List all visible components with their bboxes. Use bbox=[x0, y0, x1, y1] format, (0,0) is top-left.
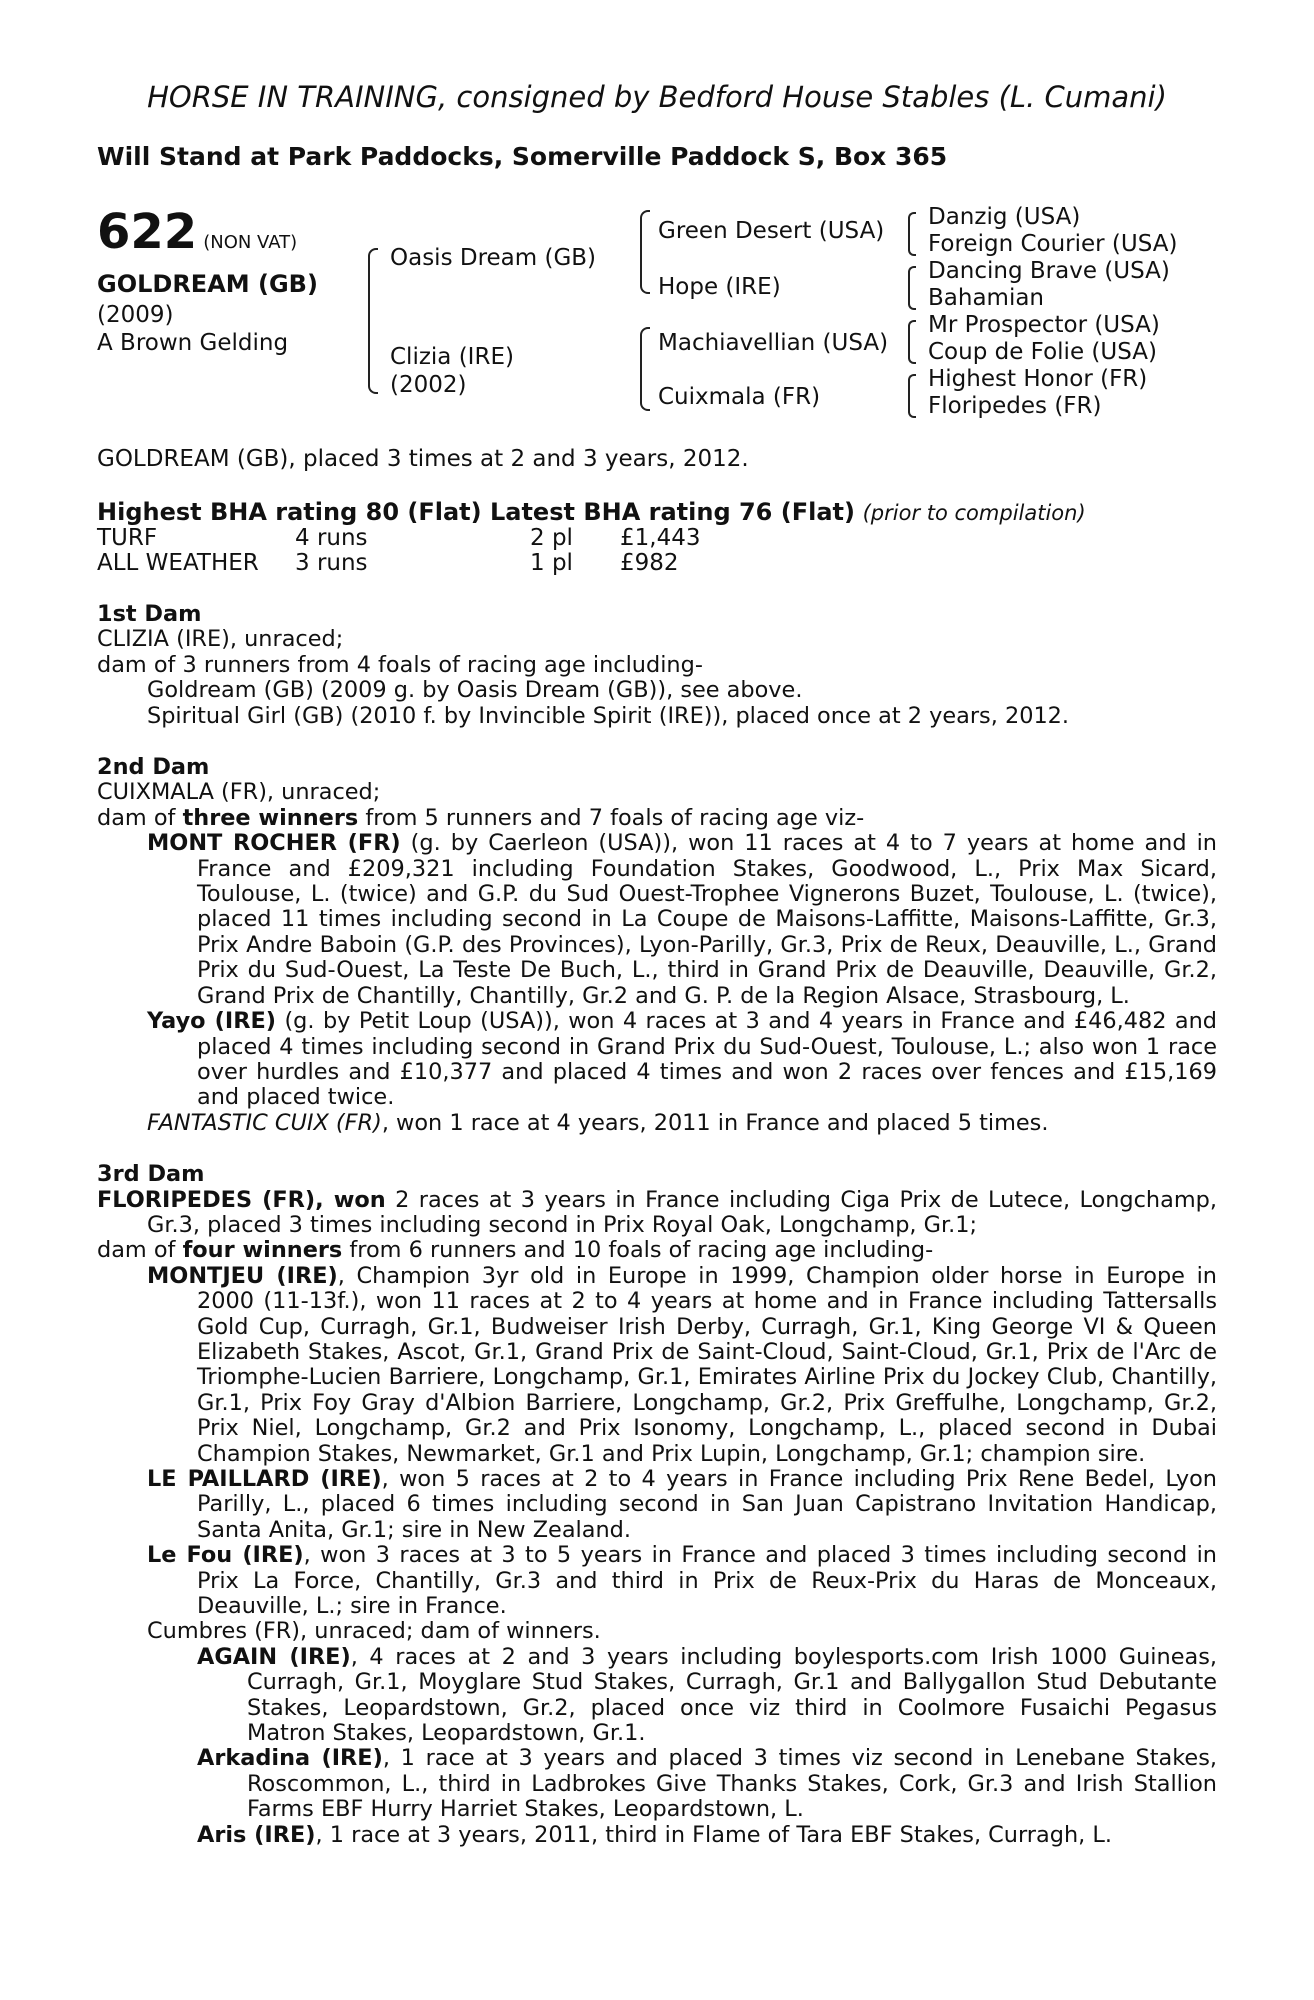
horse-year: (2009) bbox=[97, 302, 174, 328]
dam3-line: dam of four winners from 6 runners and 10 foals of racing age including- bbox=[97, 1237, 934, 1264]
pedigree-dam-sire: Machiavellian (USA) bbox=[658, 330, 889, 356]
pedigree-sss: Danzig (USA) bbox=[928, 204, 1081, 230]
stat-placed: 1 pl bbox=[530, 550, 573, 576]
page-title: HORSE IN TRAINING, consigned by Bedford House Stables (L. Cumani) bbox=[147, 80, 1167, 114]
progeny-entry: FANTASTIC CUIX (FR), won 1 race at 4 years, 2011 in France and placed 5 times. bbox=[147, 1109, 1049, 1136]
horse-description: A Brown Gelding bbox=[97, 330, 289, 356]
pedigree-sire-dam: Hope (IRE) bbox=[658, 274, 781, 300]
pedigree-dam-dam: Cuixmala (FR) bbox=[658, 384, 821, 410]
rating-note: (prior to compilation) bbox=[862, 501, 1086, 525]
pedigree-ssd: Foreign Courier (USA) bbox=[928, 231, 1178, 257]
pedigree-dsd: Coup de Folie (USA) bbox=[928, 339, 1157, 365]
progeny-entry: MONTJEU (IRE), Champion 3yr old in Europe in 1999, Champion older horse in Europe in 2000 (11-13f.), won 11 races at 2 to 4 years at home and in France including Tattersalls Gold Cup, Curragh, Gr.1, Budweiser Irish Derby, Curragh, Gr.1, King George VI & Queen Elizabeth Stakes, Ascot, Gr.1, Grand Prix de Saint-Cloud, Saint-Cloud, Gr.1, Prix de l'Arc de Triomphe-Lucien Barriere, Longchamp, Gr.1, Emirates Airline Prix du Jockey Club, Chantilly, Gr.1, Prix Foy Gray d'Albion Barriere, Longchamp, Gr.2, Prix Greffulhe, Longchamp, Gr.2, Prix Niel, Longchamp, Gr.2 and Prix Isonomy, Longchamp, L., placed second in Dubai Champion Stakes, Newmarket, Gr.1 and Prix Lupin, Longchamp, Gr.1; champion sire. bbox=[147, 1262, 1217, 1467]
pedigree-sds: Dancing Brave (USA) bbox=[928, 258, 1170, 284]
dam1-line: CLIZIA (IRE), unraced; bbox=[97, 626, 344, 653]
progeny-entry: AGAIN (IRE), 4 races at 2 and 3 years including boylesports.com Irish 1000 Guineas, Curragh, Gr.1, Moyglare Stud Stakes, Curragh, Gr.1 and Ballygallon Stud Debutante Stakes, Leopardstown, Gr.2, placed once viz third in Coolmore Fusaichi Pegasus Matron Stakes, Leopardstown, Gr.1. bbox=[197, 1643, 1217, 1747]
progeny-entry: Goldream (GB) (2009 g. by Oasis Dream (GB)), see above. bbox=[147, 677, 803, 704]
progeny-entry: Yayo (IRE) (g. by Petit Loup (USA)), won 4 races at 3 and 4 years in France and £46,482 and placed 4 times including second in Grand Prix du Sud-Ouest, Toulouse, L.; also won 1 race over hurdles and £10,377 and placed 4 times and won 2 races over fences and £15,169 and placed twice. bbox=[147, 1008, 1218, 1111]
pedigree-dam: Clizia (IRE) bbox=[390, 344, 514, 370]
bha-rating bbox=[97, 498, 1086, 526]
stand-location: Will Stand at Park Paddocks, Somerville Paddock S, Box 365 bbox=[97, 142, 948, 171]
dam1-line: dam of 3 runners from 4 foals of racing age including- bbox=[97, 651, 703, 678]
progeny-entry: LE PAILLARD (IRE), won 5 races at 2 to 4 years in France including Prix Rene Bedel, Lyon Parilly, L., placed 6 times including second in San Juan Capistrano Invitation Handicap, Santa Anita, Gr.1; sire in New Zealand. bbox=[147, 1466, 1217, 1543]
pedigree-dam-year: (2002) bbox=[390, 372, 467, 398]
progeny-entry: Aris (IRE), 1 race at 3 years, 2011, third in Flame of Tara EBF Stakes, Curragh, L. bbox=[197, 1821, 1112, 1848]
dam2-line: dam of three winners from 5 runners and 7 foals of racing age viz- bbox=[97, 804, 865, 831]
vat-status: (NON VAT) bbox=[203, 232, 298, 253]
race-summary: GOLDREAM (GB), placed 3 times at 2 and 3 years, 2012. bbox=[97, 446, 749, 472]
pedigree-dds: Highest Honor (FR) bbox=[928, 366, 1148, 392]
stat-runs: 3 runs bbox=[295, 550, 368, 576]
progeny-entry: Le Fou (IRE), won 3 races at 3 to 5 years in France and placed 3 times including second in Prix La Force, Chantilly, Gr.3 and third in Prix de Reux-Prix du Haras de Monceaux, Deauville, L.; sire in France. bbox=[147, 1542, 1217, 1620]
rating-text: Highest BHA rating 80 (Flat) Latest BHA rating 76 (Flat) bbox=[97, 498, 855, 526]
dam-section bbox=[97, 602, 1217, 1848]
stat-prize: £982 bbox=[620, 550, 679, 576]
stat-prize: £1,443 bbox=[620, 525, 701, 551]
pedigree-sire: Oasis Dream (GB) bbox=[390, 245, 597, 271]
lot-number-line bbox=[97, 204, 297, 260]
dam3-line: FLORIPEDES (FR), won 2 races at 3 years in France including Ciga Prix de Lutece, Longchamp, Gr.3, placed 3 times including second in Prix Royal Oak, Longchamp, Gr.1; bbox=[97, 1186, 1217, 1238]
stat-surface: ALL WEATHER bbox=[97, 550, 259, 576]
dam3-heading: 3rd Dam bbox=[97, 1161, 205, 1188]
progeny-entry: MONT ROCHER (FR) (g. by Caerleon (USA)), won 11 races at 4 to 7 years at home and in France and £209,321 including Foundation Stakes, Goodwood, L., Prix Max Sicard, Toulouse, L. (twice) and G.P. du Sud Ouest-Trophee Vignerons Buzet, Toulouse, L. (twice), placed 11 times including second in La Coupe de Maisons-Laffitte, Maisons-Laffitte, Gr.3, Prix Andre Baboin (G.P. des Provinces), Lyon-Parilly, Gr.3, Prix de Reux, Deauville, L., Grand Prix du Sud-Ouest, La Teste De Buch, L., third in Grand Prix de Deauville, Deauville, Gr.2, Grand Prix de Chantilly, Chantilly, Gr.2 and G. P. de la Region Alsace, Strasbourg, L. bbox=[147, 830, 1217, 1009]
progeny-entry: Spiritual Girl (GB) (2010 f. by Invincible Spirit (IRE)), placed once at 2 years, 2012. bbox=[147, 702, 1070, 729]
stat-surface: TURF bbox=[97, 525, 158, 551]
dam2-heading: 2nd Dam bbox=[97, 754, 210, 781]
dam1-heading: 1st Dam bbox=[97, 601, 202, 627]
pedigree-sdd: Bahamian bbox=[928, 285, 1045, 311]
progeny-entry: Arkadina (IRE), 1 race at 3 years and placed 3 times viz second in Lenebane Stakes, Roscommon, L., third in Ladbrokes Give Thanks Stakes, Cork, Gr.3 and Irish Stallion Farms EBF Hurry Harriet Stakes, Leopardstown, L. bbox=[197, 1745, 1217, 1823]
pedigree-dss: Mr Prospector (USA) bbox=[928, 312, 1160, 338]
progeny-entry: Cumbres (FR), unraced; dam of winners. bbox=[147, 1618, 601, 1645]
dam2-line: CUIXMALA (FR), unraced; bbox=[97, 779, 381, 806]
stat-runs: 4 runs bbox=[295, 525, 368, 551]
stat-placed: 2 pl bbox=[530, 525, 573, 551]
horse-name: GOLDREAM (GB) bbox=[97, 270, 318, 298]
pedigree-ddd: Floripedes (FR) bbox=[928, 393, 1102, 419]
lot-number: 622 bbox=[97, 204, 198, 260]
pedigree-sire-sire: Green Desert (USA) bbox=[658, 218, 885, 244]
